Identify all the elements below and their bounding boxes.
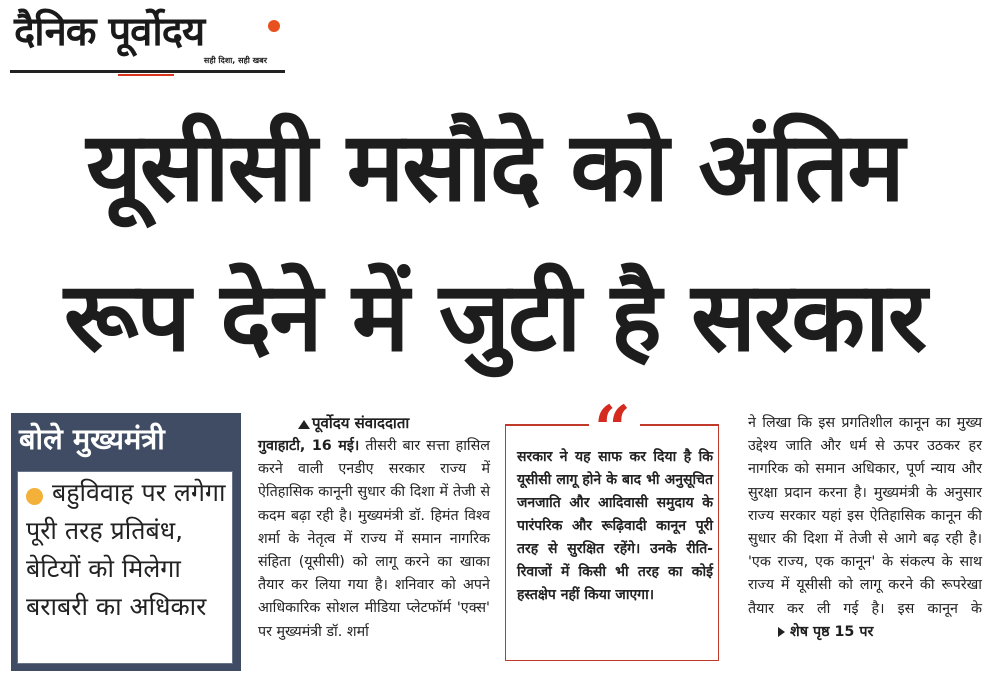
article-body-col1: तीसरी बार सत्ता हासिल करने वाली एनडीए सरकार राज्य में ऐतिहासिक कानूनी सुधार की दिशा में तेजी से कदम बढ़ा रही है। मुख्यमंत्री डॉ. हिमंत विश्व शर्मा के नेतृत्व में राज्य में समान नागरिक संहिता (यूसीसी) को लागू करने का खाका तैयार कर लिया गया है। शनिवार को अपने आधिकारिक सोशल मीडिया प्लेटफॉर्म 'एक्स' पर मुख्यमंत्री डॉ. शर्मा — [258, 438, 490, 640]
article-column-3 — [748, 412, 982, 644]
dateline: गुवाहाटी, 16 मई। — [258, 438, 360, 454]
headline-line-1: यूसीसी मसौदे को अंतिम — [86, 111, 903, 223]
byline-text: पूर्वोदय संवाददाता — [312, 414, 410, 432]
triangle-up-icon — [298, 420, 310, 429]
cm-sidebox — [11, 413, 241, 671]
article-body-col3: ने लिखा कि इस प्रगतिशील कानून का मुख्य उद्देश्य जाति और धर्म से ऊपर उठकर हर नागरिक को समान अधिकार, पूर्ण न्याय और सुरक्षा प्रदान करना है। मुख्यमंत्री के अनुसार राज्य सरकार यहां इस ऐतिहासिक कानून की सुधार की दिशा में तेजी से आगे बढ़ रही है। 'एक राज्य, एक कानून' के संकल्प के साथ राज्य में यूसीसी को लागू करने की रूपरेखा तैयार कर ली गई है। इस कानून के — [748, 415, 982, 617]
sidebox-content — [17, 471, 233, 664]
article-column-1 — [258, 412, 490, 644]
sidebox-text: बहुविवाह पर लगेगा पूरी तरह प्रतिबंध, बेटियों को मिलेगा बराबरी का अधिकार — [26, 478, 226, 621]
newspaper-tagline: सही दिशा, सही खबर — [203, 56, 267, 65]
sidebox-title: बोले मुख्यमंत्री — [19, 422, 165, 456]
triangle-right-icon — [778, 627, 785, 637]
newspaper-name: दैनिक पूर्वोदय — [14, 9, 205, 55]
article-text-col1 — [258, 435, 490, 644]
continued-note — [748, 624, 873, 640]
quote-mark-icon: “ — [594, 392, 631, 467]
logo-dot-icon — [268, 20, 280, 32]
byline — [258, 412, 490, 435]
masthead-accent-line — [118, 74, 174, 76]
headline-line-2: रूप देने में जुटी है सरकार — [63, 261, 926, 373]
continued-text: शेष पृष्ठ 15 पर — [790, 623, 874, 640]
masthead-rule — [10, 70, 285, 73]
masthead — [10, 8, 285, 74]
headline — [0, 92, 989, 392]
quote-text: सरकार ने यह साफ कर दिया है कि यूसीसी लागू होने के बाद भी अनुसूचित जनजाति और आदिवासी समुदाय के पारंपरिक और रूढ़िवादी कानून पूरी तरह से सुरक्षित रहेंगे। उनके रीति-रिवाजों में किसी भी तरह का कोई हस्तक्षेप नहीं किया जाएगा। — [517, 449, 713, 603]
